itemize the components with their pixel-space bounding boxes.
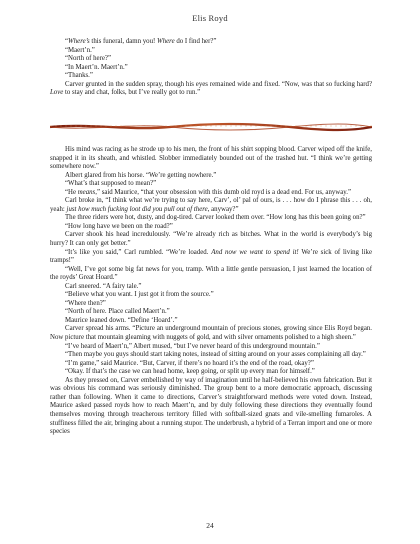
text-run: As they pressed on, Carver embellished by way of imagination until he half-believed his own fabrication. But it was obvious his command was seriously diminished. The group bent to a more democratic approach, discussing rather than following. When it came to directions, Carver’s straightforward methods were voted down. Instead, Maurice asked passed royds how to reach Maert’n, and by duly following these directions they eventually found themselves moving through treacherous territory filled with softball-sized gnats and vile-smelling fumaroles. A stuffiness filled the air, bringing about a running stupor. The underbrush, a hybrid of a Terran import and one or more species <box>50 376 372 436</box>
italic-text: And now we want to spend it! <box>211 248 299 256</box>
text-run: “North of here. Place called Maert’n.” <box>65 308 170 316</box>
paragraph <box>50 180 372 189</box>
text-run: Carl broke in, “I think what we’re trying to say here, Carv’, ol’ pal of ours, is . . . how do I phrase this . . . oh, yeah: <box>50 197 372 213</box>
paragraph <box>50 283 372 292</box>
paragraph <box>50 47 372 56</box>
text-run: “ <box>65 38 69 45</box>
text-run: “It’s like you said,” Carl rumbled. “We’re loaded. <box>65 248 212 256</box>
paragraph <box>50 197 372 214</box>
text-run: “Well, I’ve got some big fat news for you, tramp. With a little gentle persuasion, I just learned the location of the royds’ Great Hoard.” <box>50 265 372 282</box>
text-run: “I’ve heard of Maert’n,” Albert mused, “but I’ve never heard of this underground mountain.” <box>65 342 320 350</box>
text-run: Carver spread his arms. “Picture an underground mountain of precious stones, growing since Elis Royd began. Now picture that mountain gleaming with nuggets of gold, and with silver ornaments polished to a high sheen.” <box>50 325 372 342</box>
text-run: Albert glared from his horse. “We’re getting nowhere.” <box>65 171 217 179</box>
text-run: this funeral, damn you! <box>89 38 158 45</box>
text-run: “Where then?” <box>65 299 106 307</box>
paragraph <box>50 146 372 172</box>
page-number: 24 <box>206 521 214 530</box>
italic-text: just how much fucking loot did you pull out of there <box>66 205 208 213</box>
paragraph <box>50 377 372 437</box>
paragraph <box>50 72 372 81</box>
paragraph <box>50 368 372 377</box>
paragraph <box>50 308 372 317</box>
text-run: Carl sneered. “A fairy tale.” <box>65 282 142 290</box>
paragraph <box>50 351 372 360</box>
text-run: ,” said Maurice, “that your obsession with this dumb old royd is a dead end. For us, anyway.” <box>95 188 352 196</box>
text-run: “How long have we been on the road?” <box>65 222 173 230</box>
ornamental-divider <box>50 122 372 132</box>
paragraph <box>50 64 372 73</box>
paragraph <box>50 325 372 342</box>
italic-text: Love <box>50 89 64 97</box>
paragraph <box>50 291 372 300</box>
paragraph <box>50 343 372 352</box>
italic-text: means <box>77 188 96 196</box>
paragraph <box>50 249 372 266</box>
text-run: Carver grunted in the sudden spray, though his eyes remained wide and fixed. “Now, was that so fucking hard? <box>65 80 372 88</box>
paragraph <box>50 300 372 309</box>
text-run: “Believe what you want. I just got it from the source.” <box>65 291 214 299</box>
paragraph <box>50 55 372 64</box>
text-run: “Then maybe you guys should start taking notes, instead of sitting around on your asses complaining all day.” <box>65 351 366 359</box>
text-run: “What’s that supposed to mean?” <box>65 180 157 188</box>
text-run: His mind was racing as he strode up to his men, the front of his shirt sopping blood. Carver wiped off the knife, snapped it in its sheath, and whistled. Slobber immediately bounded out of the trashed hut. “I think we’re getting somewhere now.” <box>50 146 372 171</box>
paragraph <box>50 38 372 47</box>
paragraph <box>50 223 372 232</box>
text-run: , anyway?” <box>207 205 239 213</box>
text-run: We’re sick of living like tramps!” <box>50 248 373 265</box>
paragraph <box>50 266 372 283</box>
paragraph <box>50 317 372 326</box>
italic-text: Where’s <box>68 38 90 45</box>
paragraph <box>50 360 372 369</box>
text-run: “In Maert’n. Maert’n.” <box>65 63 128 71</box>
text-run: Maurice leaned down. “Define ‘Hoard’.” <box>65 316 178 324</box>
paragraph <box>50 189 372 198</box>
text-run: “Thanks.” <box>65 72 93 80</box>
text-run: do I find her?” <box>174 38 217 45</box>
text-run: Carver shook his head incredulously. “We’re already rich as bitches. What in the world is everybody’s big hurry? It can only get better.” <box>50 231 372 248</box>
text-run: “I’m game,” said Maurice. “But, Carver, if there’s no hoard it’s the end of the road, okay?” <box>65 359 314 367</box>
text-run: “Okay. If that’s the case we can head home, keep going, or split up every man for himself.” <box>65 368 315 376</box>
text-run: to stay and chat, folks, but I’ve really got to run.” <box>63 89 201 97</box>
paragraph <box>50 81 372 98</box>
text-section-1 <box>50 38 372 98</box>
text-run: The three riders were hot, dusty, and dog-tired. Carver looked them over. “How long has this been going on?” <box>65 214 366 222</box>
paragraph <box>50 172 372 181</box>
italic-text: Where <box>157 38 175 45</box>
running-head: Elis Royd <box>192 13 228 23</box>
text-run: “Maert’n.” <box>65 46 95 54</box>
text-run: “North of here?” <box>65 55 111 63</box>
text-run: “He <box>65 188 78 196</box>
paragraph <box>50 214 372 223</box>
text-section-2 <box>50 146 372 437</box>
paragraph <box>50 231 372 248</box>
